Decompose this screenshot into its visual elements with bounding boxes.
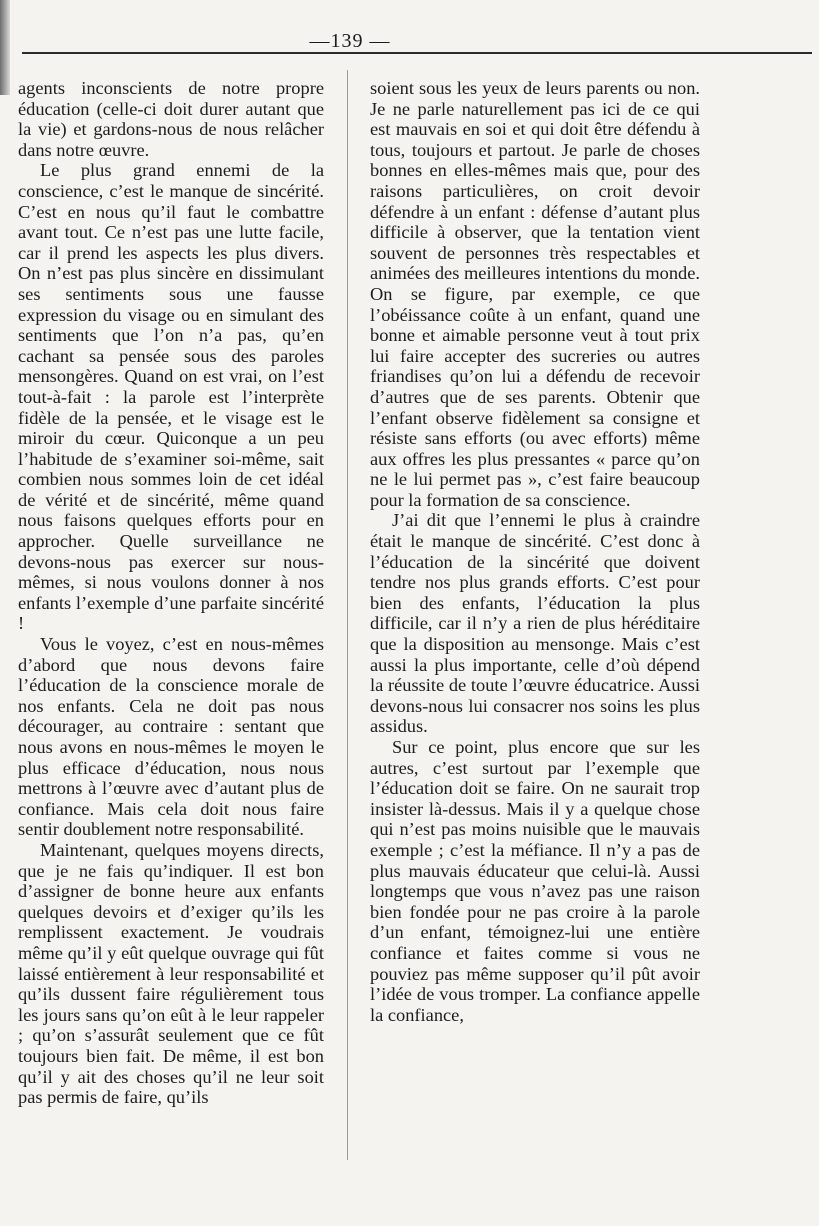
- header-rule: [22, 52, 812, 54]
- paragraph: Sur ce point, plus encore que sur les autres, c’est surtout par l’exemple que l’éducation doit se faire. On ne saurait trop insister là-dessus. Mais il y a quelque chose qui n’est pas moins nuisible que le mauvais exemple ; c’est la méfiance. Il n’y a pas de plus mauvais éducateur que celui-là. Aussi longtemps que vous n’avez pas une raison bien fondée pour ne pas croire à la parole d’un enfant, témoignez-lui une entière confiance et faites comme si vous ne pouviez pas même supposer qu’il pût avoir l’idée de vous tromper. La confiance appelle la confiance,: [370, 737, 700, 1025]
- left-column: [18, 78, 324, 1108]
- right-column: [370, 78, 700, 1025]
- paragraph: soient sous les yeux de leurs parents ou non. Je ne parle naturellement pas ici de ce qui est mauvais en soi et qui doit être défendu à tous, toujours et partout. Je parle de choses bonnes en elles-mêmes mais que, pour des raisons particulières, on croit devoir défendre à un enfant : défense d’autant plus difficile à observer, que la tentation vient souvent de personnes très respectables et animées des meilleures intentions du monde. On se figure, par exemple, ce que l’obéissance coûte à un enfant, quand une bonne et aimable personne veut à tout prix lui faire accepter des sucreries ou autres friandises qu’on lui a défendu de recevoir d’autres que de ses parents. Obtenir que l’enfant observe fidèlement sa consigne et résiste sans efforts (ou avec efforts) même aux offres les plus pressantes « parce qu’on ne le lui permet pas », c’est faire beaucoup pour la formation de sa conscience.: [370, 78, 700, 510]
- paragraph: J’ai dit que l’ennemi le plus à craindre était le manque de sincérité. C’est donc à l’éducation de la sincérité que doivent tendre nos plus grands efforts. C’est pour bien des enfants, l’éducation la plus difficile, car il n’y a rien de plus héréditaire que la disposition au mensonge. Mais c’est aussi la plus importante, celle d’où dépend la réussite de toute l’œuvre éducatrice. Aussi devons-nous lui consacrer nos soins les plus assidus.: [370, 510, 700, 737]
- paragraph: Maintenant, quelques moyens directs, que je ne fais qu’indiquer. Il est bon d’assigner de bonne heure aux enfants quelques devoirs et d’exiger qu’ils les remplissent exactement. Je voudrais même qu’il y eût quelque ouvrage qui fût laissé entièrement à leur responsabilité et qu’ils dussent faire régulièrement tous les jours sans qu’on eût à le leur rappeler ; qu’on s’assurât seulement que ce fût toujours bien fait. De même, il est bon qu’il y ait des choses qu’il ne leur soit pas permis de faire, qu’ils: [18, 839, 324, 1108]
- page-number: —139 —: [309, 30, 391, 52]
- paragraph: Vous le voyez, c’est en nous-mêmes d’abord que nous devons faire l’éducation de la conscience morale de nos enfants. Cela ne doit pas nous décourager, au contraire : sentant que nous avons en nous-mêmes le moyen le plus efficace d’éducation, nous nous mettrons à l’œuvre avec d’autant plus de confiance. Mais cela doit nous faire sentir doublement notre responsabilité.: [18, 634, 324, 840]
- column-gutter: [347, 70, 348, 1160]
- paragraph: agents inconscients de notre propre éducation (celle-ci doit durer autant que la vie) et gardons-nous de nous relâcher dans notre œuvre.: [18, 78, 324, 160]
- paragraph: Le plus grand ennemi de la conscience, c’est le manque de sincérité. C’est en nous qu’il faut le combattre avant tout. Ce n’est pas une lutte facile, car il prend les aspects les plus divers. On n’est pas plus sincère en dissimulant ses sentiments sous une fausse expression du visage ou en simulant des sentiments que l’on n’a pas, qu’en cachant sa pensée sous des paroles mensongères. Quand on est vrai, on l’est tout-à-fait : la parole est l’interprète fidèle de la pensée, et le visage est le miroir du cœur. Quiconque a un peu l’habitude de s’examiner soi-même, sait combien nous sommes loin de cet idéal de vérité et de sincérité, même quand nous faisons quelques efforts pour en approcher. Quelle surveillance ne devons-nous pas exercer sur nous-mêmes, si nous voulons donner à nos enfants l’exemple d’une parfaite sincérité !: [18, 160, 324, 634]
